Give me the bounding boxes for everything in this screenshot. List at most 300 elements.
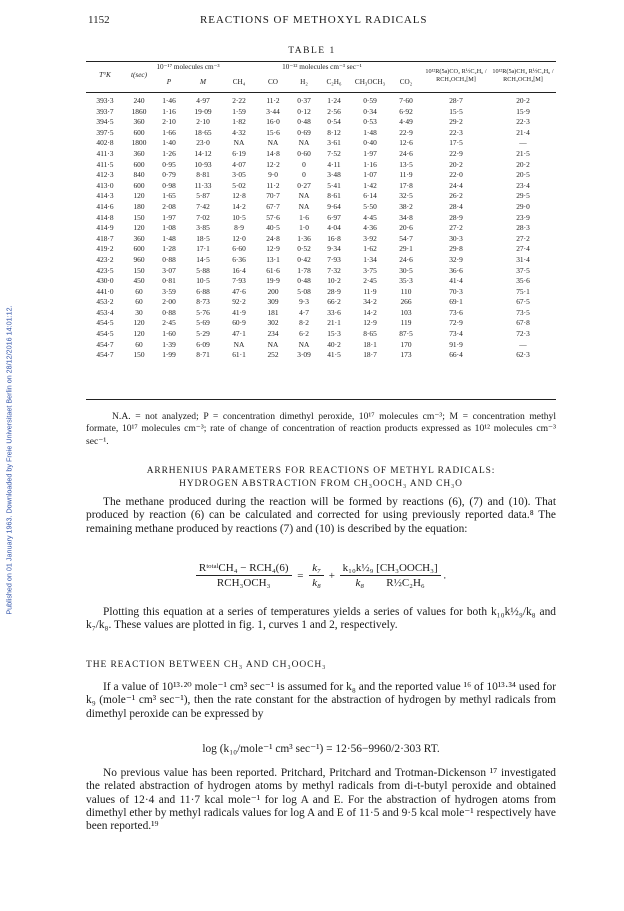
table-cell: 1·39 — [162, 339, 176, 349]
table-cell: 0·27 — [297, 180, 311, 190]
table-cell: 35·3 — [399, 276, 413, 286]
table-cell: 453·4 — [96, 307, 114, 317]
table-cell: 4·04 — [327, 223, 341, 233]
table-cell: 7·42 — [196, 201, 210, 211]
table-cell: 302 — [267, 318, 279, 328]
table-cell: 600 — [133, 244, 145, 254]
table-cell: NA — [298, 138, 310, 148]
table-cell: 31·4 — [516, 254, 530, 264]
table-cell: 120 — [133, 329, 145, 339]
table-cell: 87·5 — [399, 329, 413, 339]
col-header-ch4: CH₄ — [232, 78, 246, 86]
table-cell: 32·5 — [399, 191, 413, 201]
table-cell: 0·69 — [297, 127, 311, 137]
col-header-co: CO — [268, 78, 278, 86]
table-cell: 23·9 — [516, 212, 530, 222]
table-cell: 309 — [267, 297, 279, 307]
paragraph-previous-values — [86, 767, 556, 833]
table-cell: 75·1 — [516, 286, 530, 296]
table-cell: 47·6 — [232, 286, 246, 296]
table-cell: 1·48 — [162, 233, 176, 243]
table-cell: 0·52 — [297, 244, 311, 254]
table-cell: 60·9 — [232, 318, 246, 328]
table-row — [86, 128, 556, 139]
table-cell: 60 — [135, 286, 143, 296]
table-cell: 2·45 — [363, 276, 377, 286]
table-cell: 14·12 — [194, 148, 212, 158]
table-cell: 360 — [133, 233, 145, 243]
table-cell: 1·97 — [162, 212, 176, 222]
table-cell: 0·88 — [162, 307, 176, 317]
table-cell: 1·26 — [162, 148, 176, 158]
data-table — [86, 60, 556, 361]
table-cell: 22·0 — [449, 170, 463, 180]
table-cell: 70·3 — [449, 286, 463, 296]
table-cell: 34·2 — [363, 297, 377, 307]
table-row — [86, 266, 556, 277]
table-cell: 91·9 — [449, 339, 463, 349]
table-cell: 1·42 — [363, 180, 377, 190]
table-cell: 3·05 — [232, 170, 246, 180]
table-cell: 414·8 — [96, 212, 114, 222]
table-cell: 413·0 — [96, 180, 114, 190]
table-cell: 0·59 — [363, 96, 377, 105]
table-cell: 10·5 — [196, 276, 210, 286]
table-cell: 18·7 — [363, 350, 377, 360]
table-cell: 24·8 — [266, 233, 280, 243]
download-watermark-text: Published on 01 January 1963. Downloaded by Freie Universitaet Berlin on 28/12/2016 14:01:12. — [4, 305, 14, 615]
table-cell: 1·46 — [162, 96, 176, 105]
table-row — [86, 191, 556, 202]
table-row — [86, 308, 556, 319]
table-cell: — — [519, 138, 527, 148]
table-cell: 960 — [133, 254, 145, 264]
table-cell: 1·82 — [232, 117, 246, 127]
equation-lhs-numerator: RᵗᵒᵗᵃˡCH₄ − RCH₄(6) — [196, 562, 292, 576]
table-cell: 1·48 — [363, 127, 377, 137]
table-cell: 6·2 — [299, 329, 309, 339]
table-cell: 61·1 — [232, 350, 246, 360]
table-cell: NA — [298, 191, 310, 201]
table-cell: 1·59 — [232, 106, 246, 116]
table-cell: NA — [267, 339, 279, 349]
table-cell: 5·88 — [196, 265, 210, 275]
table-cell: 8·12 — [327, 127, 341, 137]
table-cell: 2·56 — [327, 106, 341, 116]
col-group-rate: 10⁻¹² molecules cm⁻³ sec⁻¹ — [282, 62, 362, 71]
table-cell: 67·5 — [516, 297, 530, 307]
table-cell: 16·0 — [266, 117, 280, 127]
table-cell: 8·71 — [196, 350, 210, 360]
table-cell: 21·1 — [327, 318, 341, 328]
table-cell: 2·00 — [162, 297, 176, 307]
table-cell: 29·1 — [399, 244, 413, 254]
table-cell: 414·6 — [96, 201, 114, 211]
table-cell: 119 — [400, 318, 412, 328]
running-title: REACTIONS OF METHOXYL RADICALS — [200, 14, 428, 26]
equation-term2-denominator — [340, 576, 441, 589]
page-header — [0, 14, 624, 30]
table-cell: 418·7 — [96, 233, 114, 243]
table-cell: 1·62 — [363, 244, 377, 254]
table-cell: 24·4 — [449, 180, 463, 190]
table-cell: 266 — [400, 297, 412, 307]
table-cell: 16·8 — [327, 233, 341, 243]
rate-equation: $\frac{\text{RᵗᵒᵗᵃˡCH₄ − RCH₄(6)}}{\text{RCH₃OCH₃}}$ = $\frac{\text{k₇}}{\text{k₈}}$ + $\frac{\text{k₁₀k½₉ [CH₃OOCH₃]}}{\text{k₈ R½C₂H₆}}$ . — [86, 562, 556, 589]
table-cell: 29·2 — [449, 117, 463, 127]
table-cell: 18·5 — [196, 233, 210, 243]
paragraph-plotting-text: Plotting this equation at a series of temperatures yields a series of values for both k₁₀k½₉/k₈ and k₇/k₈. These values are plotted in fig. 1, curves 1 and 2, respectively. — [86, 606, 556, 632]
table-cell: 453·2 — [96, 297, 114, 307]
col-header-m: M — [200, 78, 206, 86]
table-cell: 6·14 — [363, 191, 377, 201]
table-cell: 92·2 — [232, 297, 246, 307]
table-cell: 450 — [133, 276, 145, 286]
table-cell: 4·7 — [299, 307, 309, 317]
download-watermark — [2, 130, 16, 790]
table-cell: 180 — [133, 201, 145, 211]
table-cell: 15·5 — [449, 106, 463, 116]
col-header-ratio-co2: 10¹²R(5a)CO₂ R½C₂H₆ / RCH₃OCH₃[M] — [425, 67, 487, 83]
table-cell: 14·2 — [363, 307, 377, 317]
table-cell: 40·5 — [266, 223, 280, 233]
table-row — [86, 234, 556, 245]
table-cell: 0·79 — [162, 170, 176, 180]
table-cell: NA — [267, 138, 279, 148]
table-cell: 840 — [133, 170, 145, 180]
table-cell: 40·2 — [327, 339, 341, 349]
table-cell: 57·6 — [266, 212, 280, 222]
table-row — [86, 160, 556, 171]
table-rule-bottom — [86, 399, 556, 400]
table-cell: 8·2 — [299, 318, 309, 328]
table-cell: 10·2 — [327, 276, 341, 286]
table-cell: 6·36 — [232, 254, 246, 264]
table-cell: 9·34 — [327, 244, 341, 254]
table-cell: 1860 — [131, 106, 147, 116]
table-cell: 67·7 — [266, 201, 280, 211]
table-cell: 6·88 — [196, 286, 210, 296]
table-cell: 240 — [133, 96, 145, 105]
table-cell: 10·5 — [232, 212, 246, 222]
table-cell: 19·09 — [194, 106, 212, 116]
table-cell: 36·6 — [449, 265, 463, 275]
table-cell: 22·3 — [516, 117, 530, 127]
table-cell: NA — [298, 201, 310, 211]
table-cell: 0·81 — [162, 276, 176, 286]
table-cell: 1·24 — [327, 96, 341, 105]
table-cell: 5·50 — [363, 201, 377, 211]
table-cell: 15·6 — [266, 127, 280, 137]
table-cell: 62·3 — [516, 350, 530, 360]
table-cell: 7·52 — [327, 148, 341, 158]
table-cell: 30·5 — [399, 265, 413, 275]
table-cell: 1·99 — [162, 350, 176, 360]
table-cell: NA — [233, 339, 245, 349]
table-row — [86, 149, 556, 160]
table-cell: 12·2 — [266, 159, 280, 169]
table-cell: 30 — [135, 307, 143, 317]
table-cell: 11·33 — [194, 180, 212, 190]
table-cell: 1·66 — [162, 127, 176, 137]
table-row — [86, 350, 556, 361]
table-cell: 6·97 — [327, 212, 341, 222]
table-cell: 441·0 — [96, 286, 114, 296]
table-cell: 9·3 — [299, 297, 309, 307]
table-cell: 454·5 — [96, 329, 114, 339]
table-cell: 0·42 — [297, 254, 311, 264]
table-cell: 454·7 — [96, 339, 114, 349]
table-cell: 2·08 — [162, 201, 176, 211]
table-cell: 3·09 — [297, 350, 311, 360]
table-cell: 6·60 — [232, 244, 246, 254]
table-cell: 47·1 — [232, 329, 246, 339]
table-cell: 3·07 — [162, 265, 176, 275]
table-cell: 454·5 — [96, 318, 114, 328]
table-cell: 17·8 — [399, 180, 413, 190]
table-cell: 16·4 — [232, 265, 246, 275]
table-cell: 34·8 — [399, 212, 413, 222]
table-cell: 414·3 — [96, 191, 114, 201]
table-cell: 600 — [133, 159, 145, 169]
table-cell: 234 — [267, 329, 279, 339]
table-cell: 412·3 — [96, 170, 114, 180]
table-cell: 3·44 — [266, 106, 280, 116]
paragraph-previous-values-text: No previous value has been reported. Pritchard, Pritchard and Trotman-Dickenson ¹⁷ investigated the related abstraction of hydrogen atoms by methyl radicals from di-t-butyl peroxide and obtained values of 12·4 and 11·7 kcal mole⁻¹ for log A and E. For the abstraction of hydrogen atoms from dimethyl ether by methyl radicals values for log A and E of 11·5 and 9·5 kcal mole⁻¹ respectively have been reported.¹⁹ — [86, 767, 556, 833]
table-cell: 0·48 — [297, 276, 311, 286]
table-cell: 35·6 — [516, 276, 530, 286]
table-row — [86, 181, 556, 192]
table-cell: 18·65 — [194, 127, 212, 137]
table-cell: 4·11 — [327, 159, 341, 169]
table-cell: 41·5 — [327, 350, 341, 360]
table-cell: 110 — [400, 286, 412, 296]
table-cell: 360 — [133, 117, 145, 127]
table-cell: 72·3 — [516, 329, 530, 339]
table-cell: 8·73 — [196, 297, 210, 307]
table-cell: 0 — [302, 170, 306, 180]
equation-lhs — [196, 562, 292, 589]
table-cell: 21·5 — [516, 148, 530, 158]
table-cell: 2·22 — [232, 96, 246, 105]
col-header-c2h6: C₂H₆ — [326, 78, 342, 86]
table-cell: 5·29 — [196, 329, 210, 339]
table-cell: 0·34 — [363, 106, 377, 116]
paragraph-plotting — [86, 606, 556, 633]
table-cell: NA — [233, 138, 245, 148]
table-cell: 66·2 — [327, 297, 341, 307]
table-cell: 411·3 — [96, 148, 114, 158]
table-cell: 14·5 — [196, 254, 210, 264]
table-cell: 1·97 — [363, 148, 377, 158]
table-cell: 9·0 — [268, 170, 278, 180]
table-cell: 11·9 — [363, 286, 377, 296]
table-cell: 27·4 — [516, 244, 530, 254]
table-cell: 120 — [133, 191, 145, 201]
table-cell: 419·2 — [96, 244, 114, 254]
table-cell: 0·88 — [162, 254, 176, 264]
table-row — [86, 213, 556, 224]
table-cell: 24·6 — [399, 148, 413, 158]
table-cell: 1·65 — [162, 191, 176, 201]
table-cell: 150 — [133, 350, 145, 360]
table-cell: 37·5 — [516, 265, 530, 275]
table-cell: 1·36 — [297, 233, 311, 243]
paragraph-methane — [86, 496, 556, 536]
table-cell: 70·7 — [266, 191, 280, 201]
col-header-ratio-ch4: 10¹²R(5a)CH₄ R½C₂H₆ / RCH₃OCH₃[M] — [492, 67, 554, 83]
table-cell: 22·9 — [399, 127, 413, 137]
col-header-time: t(sec) — [131, 71, 147, 79]
table-cell: 1800 — [131, 138, 147, 148]
table-cell: 3·48 — [327, 170, 341, 180]
table-cell: 1·08 — [162, 223, 176, 233]
table-caption: TABLE 1 — [288, 46, 336, 56]
table-cell: 29·8 — [449, 244, 463, 254]
table-cell: 1·60 — [162, 329, 176, 339]
table-cell: 3·75 — [363, 265, 377, 275]
col-header-p: P — [166, 78, 172, 86]
table-cell: 120 — [133, 318, 145, 328]
table-cell: 393·7 — [96, 106, 114, 116]
table-footnote-text: N.A. = not analyzed; P = concentration dimethyl peroxide, 10¹⁷ molecules cm⁻³; M = concentration methyl formate, 10¹⁷ molecules cm⁻³; rate of change of concentration of reaction products expressed as 10¹² molecules cm⁻³ sec⁻¹. — [86, 411, 556, 447]
table-cell: 4·45 — [363, 212, 377, 222]
table-cell: 15·9 — [516, 106, 530, 116]
table-cell: 173 — [400, 350, 412, 360]
table-cell: 4·49 — [399, 117, 413, 127]
table-cell: 402·8 — [96, 138, 114, 148]
table-cell: 1·16 — [162, 106, 176, 116]
table-cell: 60 — [135, 297, 143, 307]
table-cell: 4·36 — [363, 223, 377, 233]
table-cell: 5·87 — [196, 191, 210, 201]
table-cell: 17·1 — [196, 244, 210, 254]
table-cell: 19·9 — [266, 276, 280, 286]
table-cell: 27·2 — [449, 223, 463, 233]
table-cell: 9·64 — [327, 201, 341, 211]
table-cell: 3·85 — [196, 223, 210, 233]
table-cell: 5·02 — [232, 180, 246, 190]
table-cell: 0 — [302, 159, 306, 169]
table-cell: 2·10 — [162, 117, 176, 127]
table-cell: 7·02 — [196, 212, 210, 222]
table-cell: 67·8 — [516, 318, 530, 328]
table-cell: 103 — [400, 307, 412, 317]
table-cell: 8·9 — [234, 223, 244, 233]
table-cell: 29·0 — [516, 201, 530, 211]
arrhenius-expression: log (k₁₀/mole⁻¹ cm³ sec⁻¹) = 12·56−9960/2·303 RT. — [202, 743, 440, 755]
table-cell: 24·6 — [399, 254, 413, 264]
table-cell: 1·6 — [299, 212, 309, 222]
table-cell: 20·2 — [449, 159, 463, 169]
table-cell: 13·1 — [266, 254, 280, 264]
table-cell: 26·2 — [449, 191, 463, 201]
table-row — [86, 318, 556, 329]
equation-term1-denominator: k₈ — [312, 577, 321, 589]
table-cell: 11·9 — [399, 170, 413, 180]
table-cell: 2·45 — [162, 318, 176, 328]
table-cell: 3·59 — [162, 286, 176, 296]
table-cell: 423·2 — [96, 254, 114, 264]
col-header-ch3och3: CH₃OCH₃ — [354, 78, 386, 86]
table-row — [86, 170, 556, 181]
table-cell: 5·76 — [196, 307, 210, 317]
table-row — [86, 255, 556, 266]
page-number: 1152 — [88, 14, 110, 26]
table-cell: 1·34 — [363, 254, 377, 264]
table-row — [86, 244, 556, 255]
table-cell: 22·3 — [449, 127, 463, 137]
table-cell: 8·61 — [327, 191, 341, 201]
table-cell: 150 — [133, 265, 145, 275]
table-cell: 600 — [133, 180, 145, 190]
table-cell: 73·6 — [449, 307, 463, 317]
section-heading-line2: HYDROGEN ABSTRACTION FROM CH₃OOCH₃ AND CH₃O — [179, 479, 463, 489]
table-cell: 6·09 — [196, 339, 210, 349]
table-cell: 30·3 — [449, 233, 463, 243]
paragraph-methane-text: The methane produced during the reaction will be formed by reactions (6), (7) and (10). That produced by reaction (6) can be calculated and corrected for using previously reported data.⁸ The remaining methane produced by reactions (7) and (10) is described by the equation: — [86, 496, 556, 535]
table-cell: 1·16 — [363, 159, 377, 169]
table-cell: 1·28 — [162, 244, 176, 254]
table-cell: 7·60 — [399, 96, 413, 105]
table-cell: 394·5 — [96, 117, 114, 127]
table-cell: 181 — [267, 307, 279, 317]
table-cell: 29·5 — [516, 191, 530, 201]
table-cell: 0·53 — [363, 117, 377, 127]
table-cell: — — [519, 339, 527, 349]
table-row — [86, 329, 556, 340]
table-cell: 120 — [133, 223, 145, 233]
table-cell: 397·5 — [96, 127, 114, 137]
col-header-h2: H₂ — [300, 78, 308, 86]
table-cell: 12·9 — [266, 244, 280, 254]
table-cell: 150 — [133, 212, 145, 222]
table-row — [86, 117, 556, 128]
section-heading-line1: ARRHENIUS PARAMETERS FOR REACTIONS OF METHYL RADICALS: — [146, 466, 496, 476]
table-cell: 1·40 — [162, 138, 176, 148]
table-row — [86, 107, 556, 118]
table-cell: 28·9 — [327, 286, 341, 296]
table-cell: 200 — [267, 286, 279, 296]
table-cell: 414·9 — [96, 223, 114, 233]
col-group-concentration: 10⁻¹⁷ molecules cm⁻³ — [156, 62, 220, 71]
table-cell: 73·4 — [449, 329, 463, 339]
table-cell: 0·12 — [297, 106, 311, 116]
table-cell: 7·93 — [327, 254, 341, 264]
table-cell: 20·5 — [516, 170, 530, 180]
table-cell: 41·9 — [232, 307, 246, 317]
table-cell: 8·81 — [196, 170, 210, 180]
equation-term1-numerator: k₇ — [309, 562, 324, 576]
table-row — [86, 287, 556, 298]
table-cell: 4·97 — [196, 96, 210, 105]
table-cell: 20·2 — [516, 96, 530, 105]
table-cell: 72·9 — [449, 318, 463, 328]
table-cell: 66·4 — [449, 350, 463, 360]
equation-term2-numerator: k₁₀k½₉ [CH₃OOCH₃] — [340, 562, 441, 576]
table-cell: 7·93 — [232, 276, 246, 286]
equation-term2-den-r: R½C₂H₆ — [386, 577, 425, 589]
equation-lhs-denominator: RCH₃OCH₃ — [216, 577, 271, 589]
table-row — [86, 340, 556, 351]
table-cell: 600 — [133, 127, 145, 137]
equation-term2 — [340, 562, 441, 589]
equation-term1 — [309, 562, 324, 589]
table-cell: 20·2 — [516, 159, 530, 169]
table-cell: 430·0 — [96, 276, 114, 286]
table-row — [86, 138, 556, 149]
table-cell: 12·0 — [232, 233, 246, 243]
